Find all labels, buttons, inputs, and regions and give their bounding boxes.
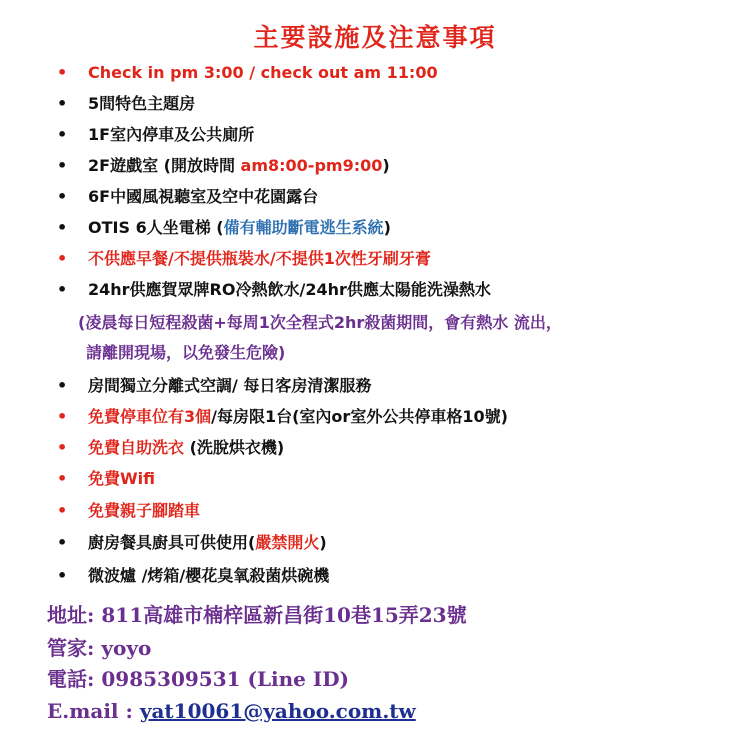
- phone-value: 0985309531 (Line ID): [101, 667, 349, 691]
- bullet: •: [57, 125, 68, 144]
- bullet: •: [57, 63, 68, 82]
- rooms-text: 5間特色主題房: [88, 94, 196, 113]
- game-room-hours: am8:00-pm9:00: [240, 156, 383, 175]
- bullet: •: [57, 218, 68, 237]
- bullet: •: [57, 376, 68, 395]
- bullet: •: [57, 438, 68, 457]
- kitchen-warning: 嚴禁開火: [255, 533, 320, 552]
- elevator-text: OTIS 6人坐電梯 (備有輔助斷電逃生系統): [88, 218, 391, 237]
- game-room-text: 2F遊戲室 (開放時間 am8:00-pm9:00): [88, 156, 390, 175]
- phone-line: [47, 665, 349, 693]
- bullet: •: [57, 566, 68, 585]
- lounge-text: 6F中國風視聽室及空中花園露台: [88, 187, 319, 206]
- bullet: •: [57, 94, 68, 113]
- bike-text: 免費親子腳踏車: [88, 501, 201, 520]
- bullet: •: [57, 407, 68, 426]
- manager-line: [47, 634, 151, 662]
- manager-value: yoyo: [101, 636, 152, 660]
- bullet: •: [57, 280, 68, 299]
- email-label: E.mail :: [47, 699, 140, 723]
- email-line: [47, 697, 416, 725]
- bullet: •: [57, 249, 68, 268]
- checkin-text: Check in pm 3:00 / check out am 11:00: [88, 63, 438, 82]
- email-link[interactable]: yat10061@yahoo.com.tw: [139, 699, 416, 723]
- aircon-text: 房間獨立分離式空調/ 每日客房清潔服務: [88, 376, 372, 395]
- parking-1f-text: 1F室內停車及公共廁所: [88, 125, 255, 144]
- address-label: 地址:: [47, 603, 102, 627]
- bullet: •: [57, 533, 68, 552]
- phone-label: 電話:: [47, 667, 102, 691]
- free-parking-text: 免費停車位有3個/每房限1台(室內or室外公共停車格10號): [88, 407, 508, 426]
- water-note-line-1: (凌晨每日短程殺菌+每周1次全程式2hr殺菌期間，會有熱水 流出，: [78, 313, 562, 332]
- bullet: •: [57, 501, 68, 520]
- address-value: 811高雄市楠梓區新昌街10巷15弄23號: [101, 603, 467, 627]
- elevator-note: 備有輔助斷電逃生系統: [223, 218, 384, 237]
- water-note-line-2: 請離開現場，以免發生危險): [86, 343, 286, 362]
- manager-label: 管家:: [47, 636, 102, 660]
- kitchen-text: 廚房餐具廚具可供使用(嚴禁開火): [88, 533, 327, 552]
- bullet: •: [57, 156, 68, 175]
- appliances-text: 微波爐 /烤箱/櫻花臭氧殺菌烘碗機: [88, 566, 330, 585]
- address-line: [47, 601, 467, 629]
- no-breakfast-text: 不供應早餐/不提供瓶裝水/不提供1次性牙刷牙膏: [88, 249, 431, 268]
- bullet: •: [57, 187, 68, 206]
- water-text: 24hr供應賀眾牌RO冷熱飲水/24hr供應太陽能洗澡熱水: [88, 280, 491, 299]
- page-title: 主要設施及注意事項: [253, 23, 497, 52]
- laundry-text: 免費自助洗衣 (洗脫烘衣機): [88, 438, 285, 457]
- wifi-text: 免費Wifi: [88, 469, 155, 488]
- bullet: •: [57, 469, 68, 488]
